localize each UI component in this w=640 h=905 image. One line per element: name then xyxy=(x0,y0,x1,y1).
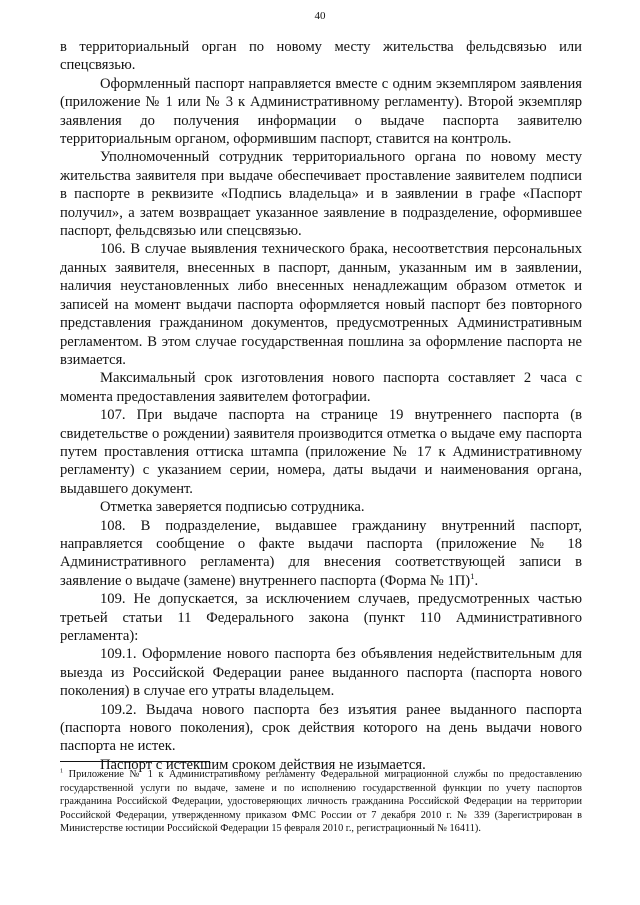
paragraph-109-2: 109.2. Выдача нового паспорта без изъятия ранее выданного паспорта (паспорта нового поколения), срок действия которого на день выдачи нового паспорта не истек. xyxy=(60,701,582,755)
paragraph-109: 109. Не допускается, за исключением случаев, предусмотренных частью третьей статьи 11 Федерального закона (пункт 110 Административного регламента): xyxy=(60,591,582,644)
footnote-marker: 1 xyxy=(60,767,64,775)
paragraph-passport-dispatch: Оформленный паспорт направляется вместе с одним экземпляром заявления (приложение № 1 или № 3 к Административному регламенту). Второй экземпляр заявления до получения информации о выдаче паспорта заявителю территориальным органом, оформившим паспорт, ставится на контроль. xyxy=(60,75,582,148)
paragraph-expired-passport: Паспорт с истекшим сроком действия не изымается. xyxy=(100,756,426,773)
body-text xyxy=(60,38,582,774)
footnote-text: Приложение № 1 к Административному регламенту Федеральной миграционной службы по предоставлению государственной услуги по выдаче, замене и по исполнению государственной функции по учету паспортов гражданина Российской Федерации, удостоверяющих личность гражданина Российской Федерации на территории Российской Федерации, утвержденному приказом ФМС России от 7 декабря 2010 г. № 339 (Зарегистрирован в Министерстве юстиции Российской Федерации 15 февраля 2010 г., регистрационный № 16411). xyxy=(60,769,583,834)
paragraph-108-text: 108. В подразделение, выдавшее гражданину внутренний паспорт, направляется сообщение о факте выдачи паспорта (приложение № 18 Административного регламента) для внесения соответствующей записи в заявление о выдаче (замене) внутреннего паспорта (Форма № 1П) xyxy=(60,517,582,589)
paragraph-107: 107. При выдаче паспорта на странице 19 внутреннего паспорта (в свидетельстве о рождении) заявителя производится отметка о выдаче ему паспорта путем проставления оттиска штампа (приложение № 17 к Административному регламенту) с указанием серии, номера, даты выдачи и наименования органа, выдавшего документ. xyxy=(60,407,582,497)
footnote xyxy=(60,768,582,836)
footnote-divider xyxy=(60,761,210,762)
paragraph-signature-note: Отметка заверяется подписью сотрудника. xyxy=(100,499,365,516)
page-number: 40 xyxy=(314,10,326,22)
paragraph-108: 108. В подразделение, выдавшее гражданину внутренний паспорт, направляется сообщение о факте выдачи паспорта (приложение № 18 Административного регламента) для внесения соответствующей записи в заявление о выдаче (замене) внутреннего паспорта (Форма № 1П)$^1$. xyxy=(60,517,582,589)
paragraph-authorized-officer: Уполномоченный сотрудник территориального органа по новому месту жительства заявителя при выдаче обеспечивает проставление заявителем подписи в паспорте в реквизите «Подпись владельца» и в заявлении в графе «Паспорт получил», а затем возвращает указанное заявление в подразделение, оформившее паспорт, фельдсвязью или спецсвязью. xyxy=(60,149,582,240)
paragraph-109-1: 109.1. Оформление нового паспорта без объявления недействительным для выезда из Российской Федерации ранее выданного паспорта (паспорта нового поколения) в случае его утраты владельцем. xyxy=(60,646,582,700)
paragraph-106: 106. В случае выявления технического брака, несоответствия персональных данных заявителя, внесенных в паспорт, данным, указанным им в заявлении, наличия неустановленных либо внесенных ненадлежащим образом отметок и записей на момент выдачи паспорта оформляется новый паспорт без повторного представления гражданином документов, предусмотренных Административным регламентом. В этом случае государственная пошлина за оформление паспорта не взимается. xyxy=(60,241,582,368)
paragraph-continuation: в территориальный орган по новому месту жительства фельдсвязью или спецсвязью. xyxy=(60,39,582,74)
footnote-reference: 1 xyxy=(470,570,475,581)
paragraph-max-term: Максимальный срок изготовления нового паспорта составляет 2 часа с момента предоставления заявителем фотографии. xyxy=(60,370,582,405)
